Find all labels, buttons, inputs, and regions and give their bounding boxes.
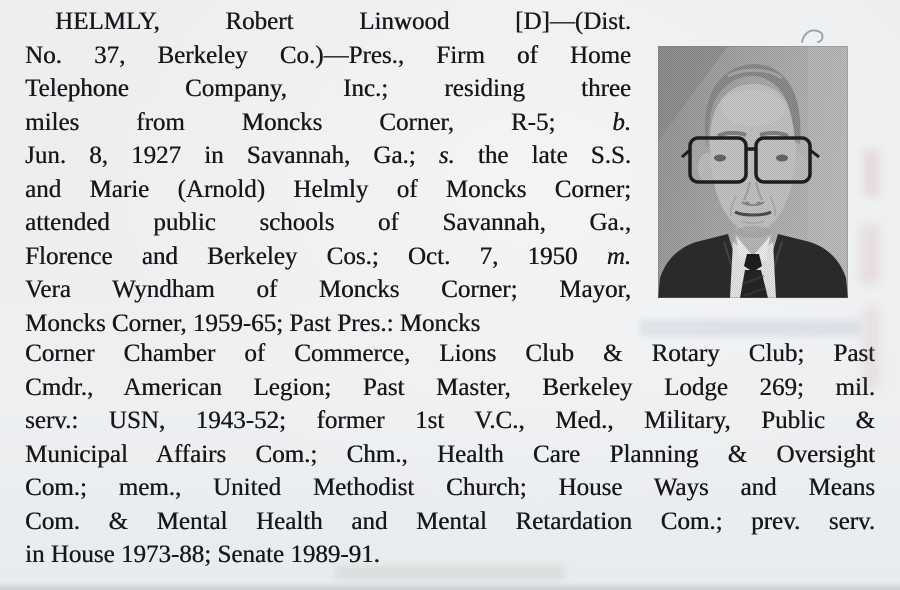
bio-text-segment: serv.: USN, 1943-52; former 1st V.C., Med., Military, Public & — [25, 407, 875, 434]
bio-text-segment: Corner Chamber of Commerce, Lions Club & Rotary Club; Past — [25, 340, 875, 367]
bio-text-segment: and Marie (Arnold) Helmly of Moncks Corner; — [25, 175, 631, 203]
bio-line — [25, 5, 631, 39]
bio-line — [25, 438, 875, 472]
portrait-photo-illustration — [658, 46, 848, 298]
bleedthrough-artifact — [640, 320, 860, 336]
bio-text-segment: Jun. 8, 1927 in Savannah, Ga.; — [25, 142, 439, 169]
portrait-photo — [658, 46, 848, 298]
bio-line — [25, 106, 631, 140]
bleedthrough-artifact — [861, 225, 879, 283]
biography-text-narrow-column — [25, 5, 631, 340]
bio-line — [25, 538, 875, 572]
bio-text-segment: Cmdr., American Legion; Past Master, Berkeley Lodge 269; mil. — [25, 373, 875, 401]
bio-line — [25, 404, 875, 438]
bio-abbreviation-italic: b. — [612, 108, 631, 136]
bio-text-segment: attended public schools of Savannah, Ga., — [25, 209, 631, 236]
bio-text-segment: Com. & Mental Health and Mental Retardation Com.; prev. serv. — [25, 507, 875, 535]
bio-text-segment: in House 1973-88; Senate 1989-91. — [25, 541, 380, 568]
bio-text-segment: Telephone Company, Inc.; residing three — [25, 75, 631, 102]
bio-abbreviation-italic: s. — [438, 142, 455, 169]
bio-line — [25, 39, 631, 73]
pen-mark — [800, 26, 826, 48]
bio-text-segment: Com.; mem., United Methodist Church; House Ways and Means — [25, 474, 875, 501]
bleedthrough-artifact — [863, 150, 879, 196]
bio-text-segment: miles from Moncks Corner, R-5; — [25, 108, 613, 136]
bio-text-segment: Vera Wyndham of Moncks Corner; Mayor, — [25, 276, 631, 303]
bio-line — [25, 505, 875, 539]
bio-line — [25, 173, 631, 207]
bio-text-segment: HELMLY, Robert Linwood [D]—(Dist. — [55, 8, 631, 35]
bio-line — [25, 240, 631, 274]
bio-line — [25, 307, 631, 341]
bio-abbreviation-italic: m. — [606, 242, 631, 270]
bio-line — [25, 139, 631, 173]
bio-text-segment: Municipal Affairs Com.; Chm., Health Care Planning & Oversight — [25, 440, 875, 468]
bio-line — [25, 337, 875, 371]
bio-text-segment: the late S.S. — [454, 142, 631, 169]
bio-line — [25, 72, 631, 106]
scan-edge-shadow — [0, 582, 900, 590]
bio-line — [25, 471, 875, 505]
bio-text-segment: No. 37, Berkeley Co.)—Pres., Firm of Home — [25, 41, 631, 69]
bio-line — [25, 371, 875, 405]
bio-text-segment: Moncks Corner, 1959-65; Past Pres.: Moncks — [25, 309, 481, 337]
bio-line — [25, 206, 631, 240]
biography-text-full-width — [25, 337, 875, 572]
bio-text-segment: Florence and Berkeley Cos.; Oct. 7, 1950 — [25, 242, 607, 270]
bio-line — [25, 273, 631, 307]
